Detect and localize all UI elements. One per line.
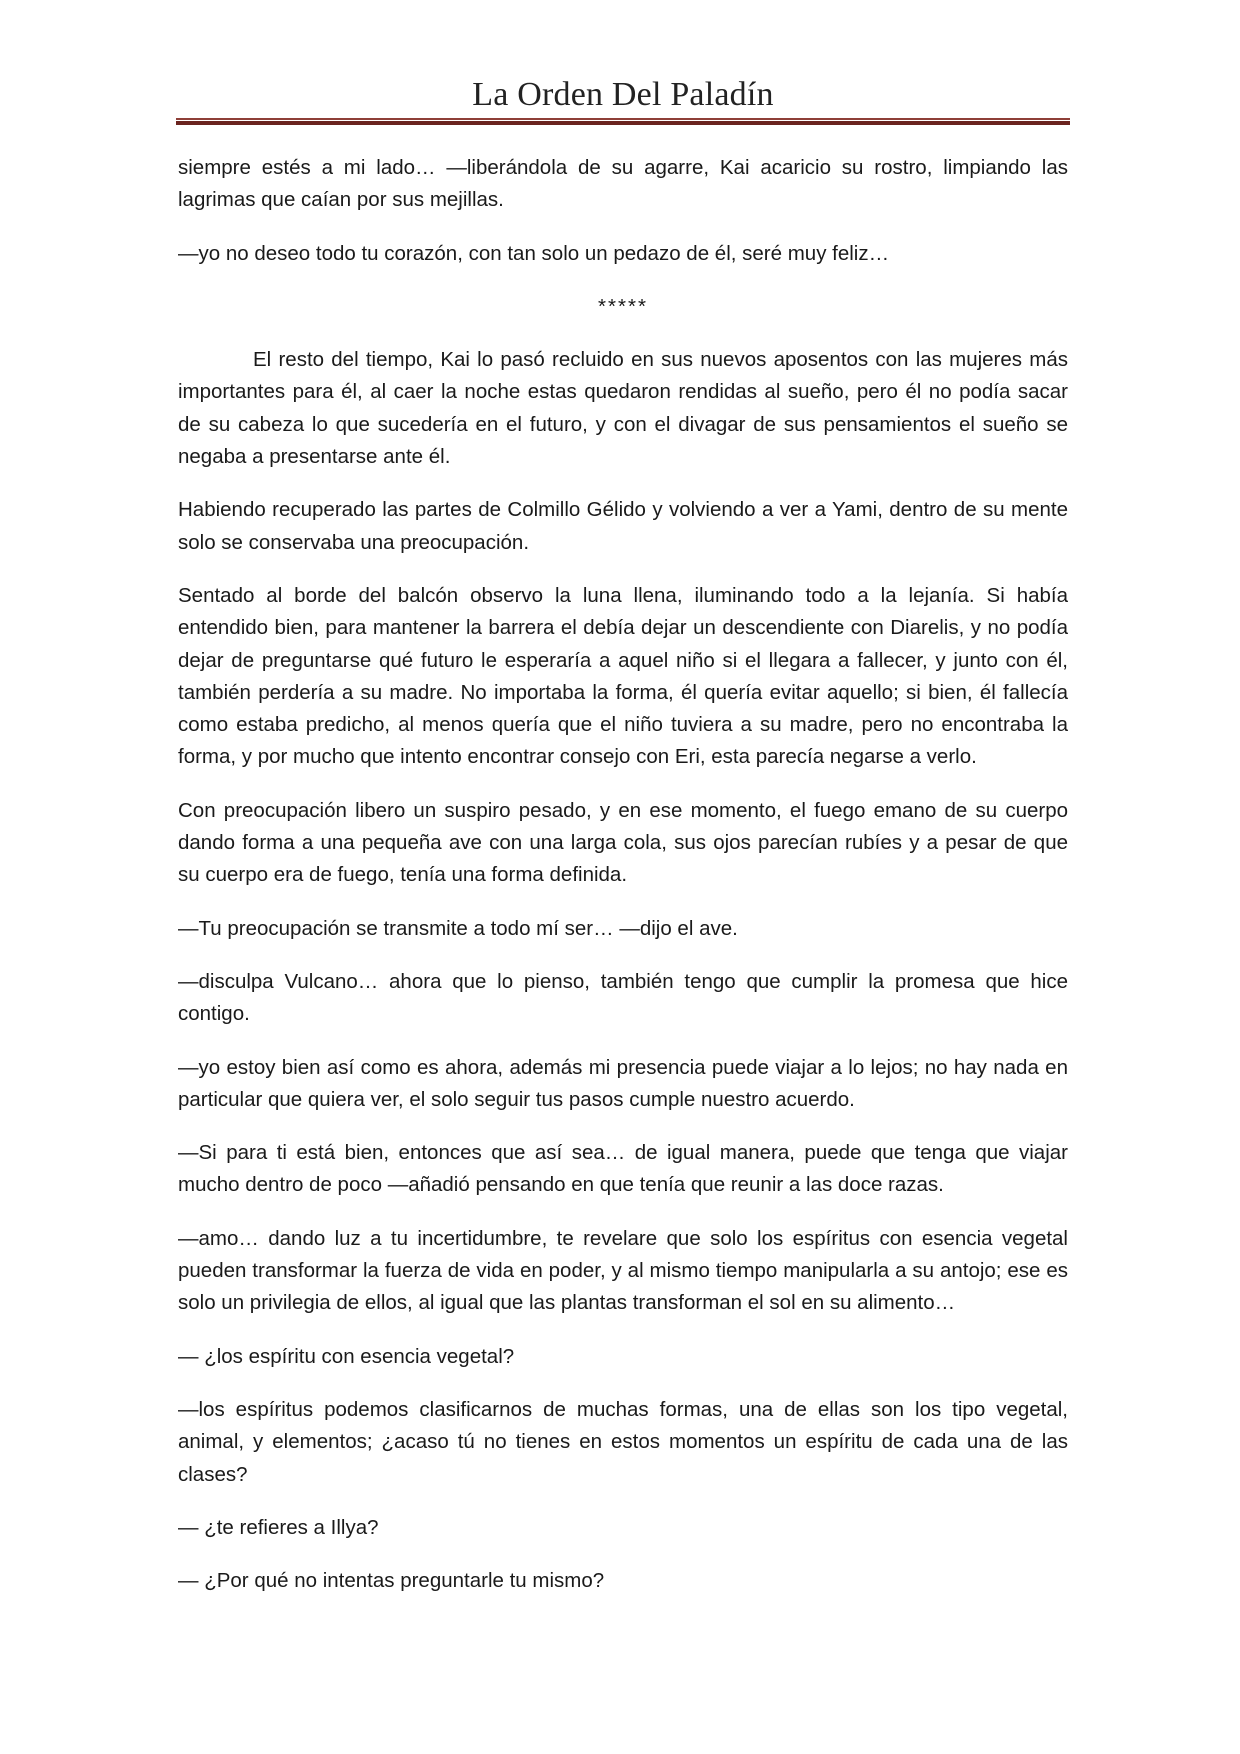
paragraph: —yo estoy bien así como es ahora, además mi presencia puede viajar a lo lejos; no hay nada en particular que quiera ver, el solo seguir tus pasos cumple nuestro acuerdo. — [178, 1055, 1068, 1111]
paragraph: —Si para ti está bien, entonces que así sea… de igual manera, puede que tenga que viajar mucho dentro de poco —añadió pensando en que tenía que reunir a las doce razas. — [178, 1141, 1068, 1197]
header-rule-thick — [176, 121, 1070, 125]
page-header — [176, 70, 1070, 120]
paragraph: — ¿los espíritu con esencia vegetal? — [178, 1344, 515, 1368]
header-rule-thin — [176, 118, 1070, 120]
paragraph: —disculpa Vulcano… ahora que lo pienso, también tengo que cumplir la promesa que hice contigo. — [178, 969, 1068, 1026]
paragraph: — ¿Por qué no intentas preguntarle tu mismo? — [178, 1569, 605, 1593]
scene-break: ***** — [598, 294, 648, 318]
paragraph: Con preocupación libero un suspiro pesado, y en ese momento, el fuego emano de su cuerpo dando forma a una pequeña ave con una larga cola, sus ojos parecían rubíes y a pesar de que su cuerpo era de fuego, tenía una forma definida. — [178, 798, 1068, 887]
paragraph: —los espíritus podemos clasificarnos de muchas formas, una de ellas son los tipo vegetal, animal, y elementos; ¿acaso tú no tienes en estos momentos un espíritu de cada una de las clases? — [178, 1397, 1068, 1486]
body-text — [178, 152, 1068, 1618]
paragraph: —yo no deseo todo tu corazón, con tan solo un pedazo de él, seré muy feliz… — [178, 241, 890, 265]
paragraph: siempre estés a mi lado… —liberándola de su agarre, Kai acaricio su rostro, limpiando las lagrimas que caían por sus mejillas. — [178, 156, 1068, 212]
book-title: La Orden Del Paladín — [472, 76, 774, 113]
paragraph: — ¿te refieres a Illya? — [178, 1515, 379, 1539]
paragraph: Habiendo recuperado las partes de Colmillo Gélido y volviendo a ver a Yami, dentro de su mente solo se conservaba una preocupación. — [178, 498, 1068, 554]
paragraph: El resto del tiempo, Kai lo pasó recluido en sus nuevos aposentos con las mujeres más importantes para él, al caer la noche estas quedaron rendidas al sueño, pero él no podía sacar de su cabeza lo que sucedería en el futuro, y con el divagar de sus pensamientos el sueño se negaba a presentarse ante él. — [178, 348, 1068, 469]
paragraph: Sentado al borde del balcón observo la luna llena, iluminando todo a la lejanía. Si había entendido bien, para mantener la barrera el debía dejar un descendiente con Diarelis, y no podía dejar de preguntarse qué futuro le esperaría a aquel niño si el llegara a fallecer, y junto con él, también perdería a su madre. No importaba la forma, él quería evitar aquello; si bien, él fallecía como estaba predicho, al menos quería que el niño tuviera a su madre, pero no encontraba la forma, y por mucho que intento encontrar consejo con Eri, esta parecía negarse a verlo. — [178, 583, 1068, 769]
paragraph: —Tu preocupación se transmite a todo mí ser… —dijo el ave. — [178, 916, 738, 940]
paragraph: —amo… dando luz a tu incertidumbre, te revelare que solo los espíritus con esencia vegetal pueden transformar la fuerza de vida en poder, y al mismo tiempo manipularla a su antojo; ese es solo un privilegia de ellos, al igual que las plantas transforman el sol en su alimento… — [178, 1226, 1068, 1315]
